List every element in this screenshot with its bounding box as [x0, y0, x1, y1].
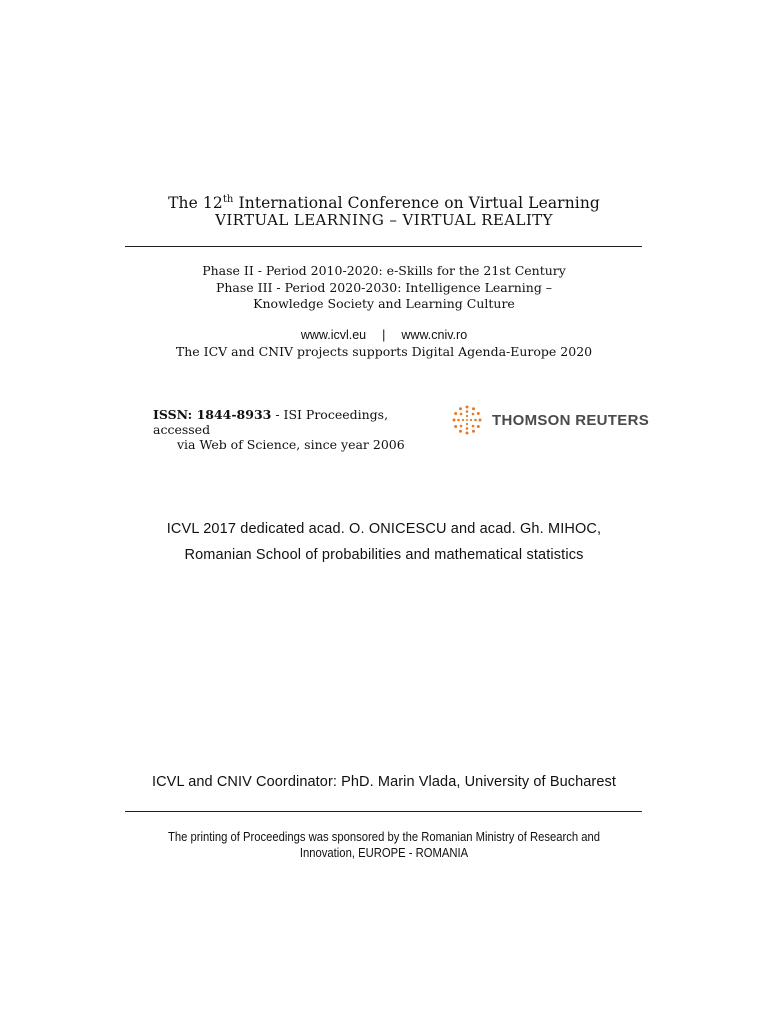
sponsor-line-2: Innovation, EUROPE - ROMANIA: [299, 846, 469, 860]
phase-line-3: Knowledge Society and Learning Culture: [253, 296, 515, 311]
sponsor-line-1: The printing of Proceedings was sponsored by the Romanian Ministry of Research and: [167, 830, 601, 844]
dedication-line-2: Romanian School of probabilities and mathematical statistics: [184, 547, 584, 563]
projects-note: The ICV and CNIV projects supports Digital Agenda-Europe 2020: [175, 344, 593, 359]
thomson-reuters-logo: [452, 404, 652, 436]
conference-subtitle: VIRTUAL LEARNING – VIRTUAL REALITY: [215, 211, 553, 229]
icvl-link[interactable]: www.icvl.eu: [300, 328, 367, 342]
thomson-reuters-logo-icon: [452, 405, 482, 435]
title-superscript: th: [222, 194, 234, 205]
issn-block: [153, 407, 443, 452]
issn-text-line-2: via Web of Science, since year 2006: [177, 437, 405, 452]
link-separator: |: [382, 328, 386, 342]
issn-label: ISSN: 1844-8933: [153, 407, 272, 422]
dedication-line-1: ICVL 2017 dedicated acad. O. ONICESCU and acad. Gh. MIHOC,: [166, 521, 602, 537]
logo-text: THOMSON REUTERS: [492, 411, 650, 429]
bottom-divider: [125, 811, 642, 812]
phase-line-2: Phase III - Period 2020-2030: Intelligence Learning –: [215, 280, 553, 295]
phase-line-1: Phase II - Period 2010-2020: e-Skills for the 21st Century: [202, 263, 566, 278]
issn-text-line-1: - ISI Proceedings, accessed: [153, 407, 389, 437]
coordinator-line: ICVL and CNIV Coordinator: PhD. Marin Vlada, University of Bucharest: [151, 774, 617, 790]
sponsor-note: [145, 829, 624, 861]
top-divider: [125, 246, 642, 247]
website-links: [150, 327, 618, 343]
title-prefix: The 12: [168, 194, 223, 213]
title-rest: International Conference on Virtual Learning: [233, 194, 600, 213]
cniv-link[interactable]: www.cniv.ro: [401, 328, 468, 342]
